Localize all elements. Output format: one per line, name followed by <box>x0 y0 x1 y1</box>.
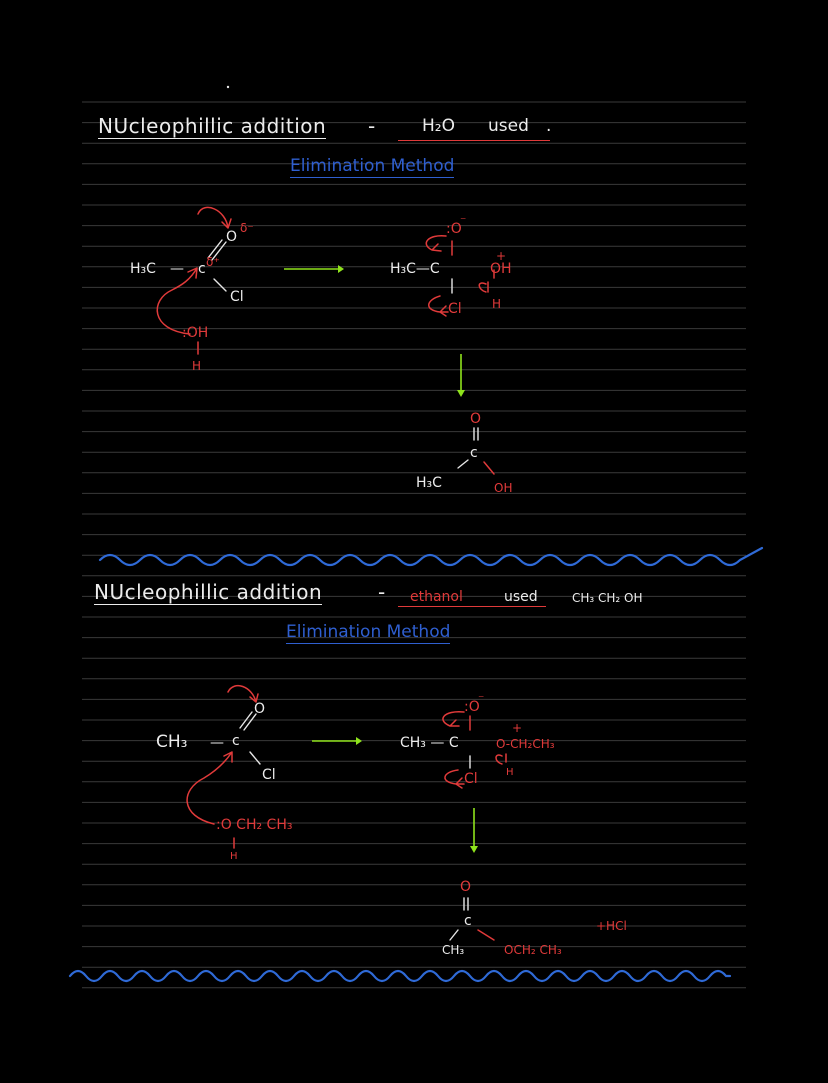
s1-product-carbon: c <box>470 445 478 461</box>
s1-reactant-group: H₃C <box>130 261 156 277</box>
s1-dash: - <box>368 114 376 138</box>
s2-reactant-group: CH₃ <box>156 732 188 752</box>
s1-reactant-bond: — <box>170 261 184 277</box>
s2-product-oxygen: O <box>460 879 472 895</box>
s2-reagent: ethanol <box>410 589 463 605</box>
s2-reagent-underline <box>398 606 546 607</box>
s2-dash: - <box>378 580 386 604</box>
s1-intermediate-bonds <box>452 241 494 293</box>
stray-dot <box>227 86 229 88</box>
s1-nucleophile: :OH <box>182 325 209 341</box>
s1-period: . <box>546 116 552 136</box>
s2-int-h: H <box>506 767 514 778</box>
s1-int-oh-charge: + <box>496 249 507 263</box>
s1-reagent-underline <box>398 140 550 141</box>
s1-int-oxygen: :O <box>446 221 462 237</box>
s2-int-cl: Cl <box>464 771 478 787</box>
s2-reactant-bonds <box>240 712 260 764</box>
s1-nucleophile-h: H <box>192 359 202 373</box>
s2-product-left-group: CH₃ <box>442 943 465 957</box>
s2-int-oxygen-charge: ⁻ <box>478 691 485 705</box>
s2-reactant-chlorine: Cl <box>262 767 276 783</box>
s2-byproduct: +HCl <box>596 919 627 933</box>
s1-wavy-separator <box>100 548 762 565</box>
s2-product-bonds <box>450 898 494 940</box>
s2-reactant-oxygen: O <box>254 701 266 717</box>
s2-int-substituent-charge: + <box>512 721 523 735</box>
s2-reactant-carbon: c <box>232 733 240 749</box>
s2-nucleophile: :O CH₂ CH₃ <box>216 817 293 833</box>
s2-nucleophile-h: H <box>230 851 238 862</box>
s1-int-group: H₃C—C <box>390 261 440 277</box>
s2-title: NUcleophillic addition <box>94 580 323 604</box>
s2-product-carbon: c <box>464 913 472 929</box>
s1-reactant-carbon: c <box>198 261 206 277</box>
s2-down-arrow <box>470 808 478 853</box>
s2-wavy-separator <box>70 971 730 981</box>
s1-int-oh: OH <box>490 261 512 277</box>
s1-product-right-group: OH <box>494 481 513 495</box>
s1-delta-minus: δ⁻ <box>240 221 254 235</box>
s2-subtitle: Elimination Method <box>286 622 451 642</box>
s1-down-arrow <box>457 354 465 397</box>
s1-title: NUcleophillic addition <box>98 114 327 138</box>
s2-reaction-arrow <box>312 737 362 745</box>
s1-subtitle: Elimination Method <box>290 156 455 176</box>
s1-reaction-arrow <box>284 265 344 273</box>
s2-int-substituent: O-CH₂CH₃ <box>496 737 555 751</box>
s1-reagent: H₂O <box>422 116 455 136</box>
s1-product-oxygen: O <box>470 411 482 427</box>
s1-delta-plus: δ⁺ <box>206 255 220 269</box>
s2-int-oxygen: :O <box>464 699 480 715</box>
s2-formula: CH₃ CH₂ OH <box>572 591 643 605</box>
s1-int-h: H <box>492 297 502 311</box>
s1-int-cl: Cl <box>448 301 462 317</box>
s1-product-left-group: H₃C <box>416 475 442 491</box>
s2-used: used <box>504 589 538 605</box>
s1-used: used <box>488 116 529 136</box>
s1-int-oxygen-charge: ⁻ <box>460 213 467 227</box>
s1-reactant-chlorine: Cl <box>230 289 244 305</box>
s1-reactant-oxygen: O <box>226 229 238 245</box>
s2-reactant-bond: — <box>210 735 224 751</box>
s2-product-right-group: OCH₂ CH₃ <box>504 943 562 957</box>
s2-int-group: CH₃ — C <box>400 735 459 751</box>
